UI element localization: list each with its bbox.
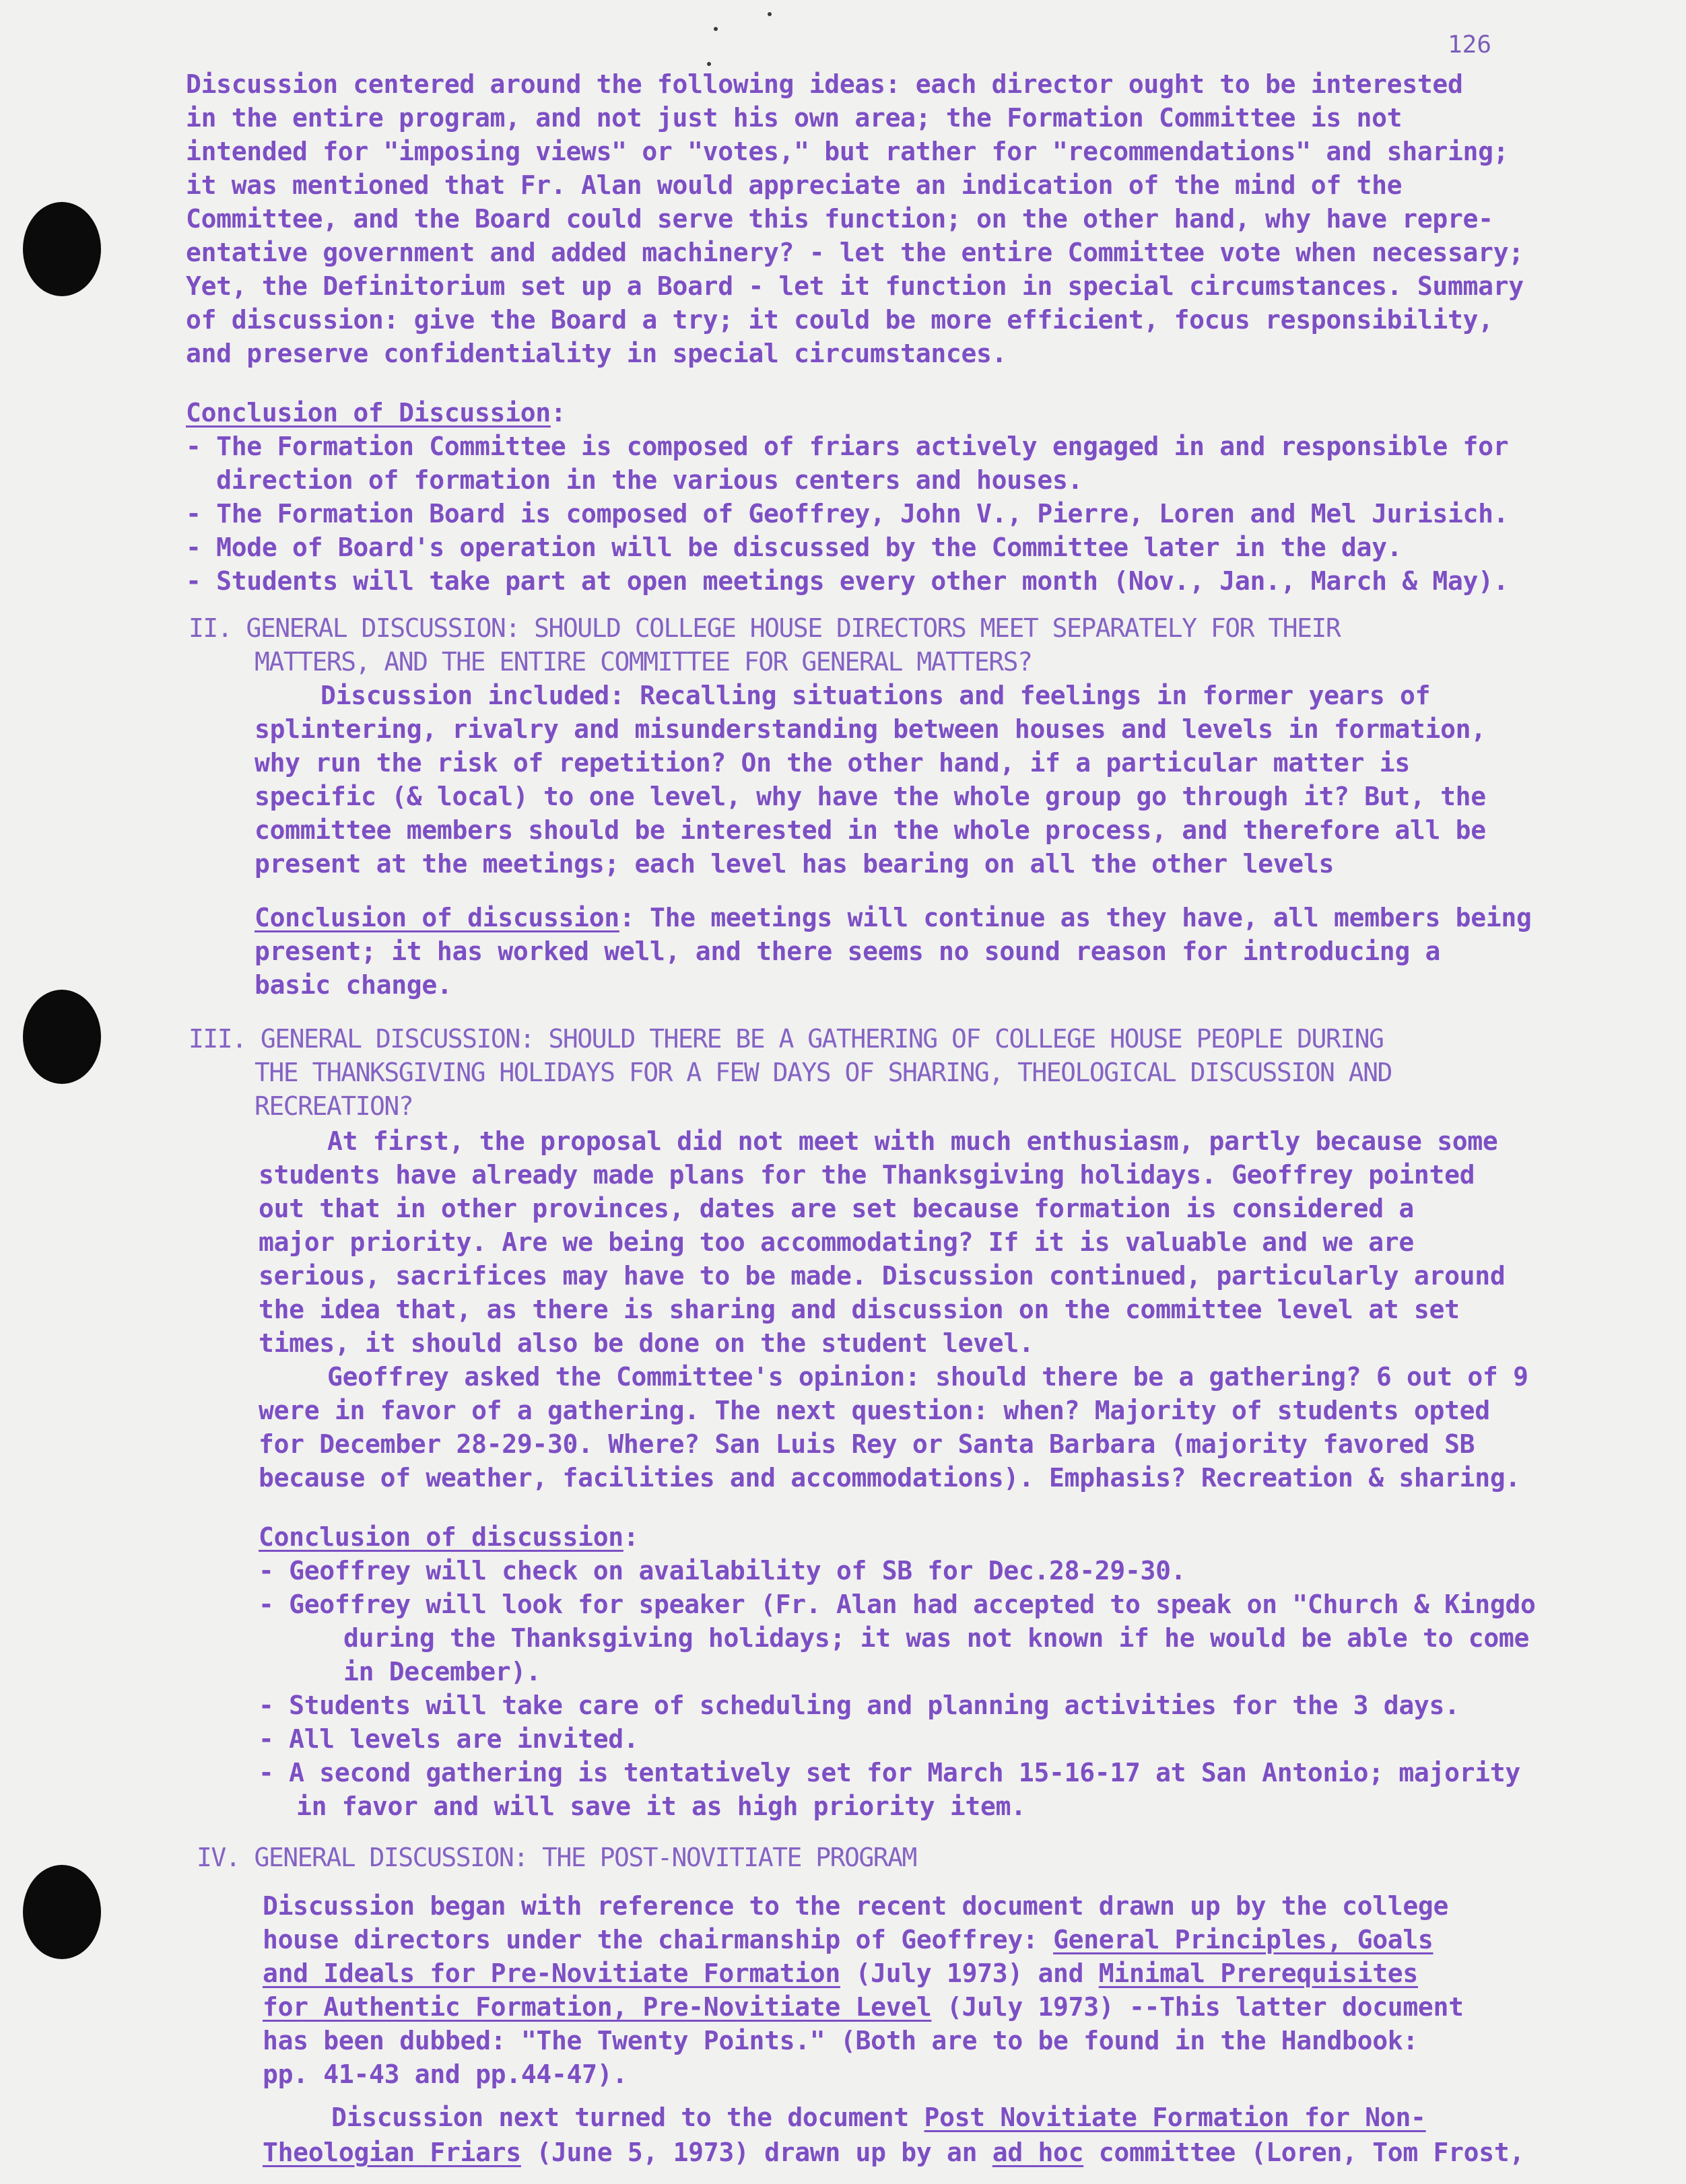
latin-term: ad hoc xyxy=(992,2138,1084,2167)
bullet-item: in favor and will save it as high priority item. xyxy=(296,1791,1026,1821)
document-title: and Ideals for Pre-Novitiate Formation xyxy=(263,1958,840,1988)
body-text: Discussion next turned to the document xyxy=(331,2103,924,2132)
body-line: committee members should be interested in the whole process, and therefore all be xyxy=(255,815,1486,845)
conclusion-heading xyxy=(186,398,566,428)
bullet-item: - Students will take care of scheduling and planning activities for the 3 days. xyxy=(259,1691,1460,1720)
section-heading: IV. GENERAL DISCUSSION: THE POST-NOVITIATE PROGRAM xyxy=(197,1843,916,1872)
body-line: At first, the proposal did not meet with much enthusiasm, partly because some xyxy=(327,1126,1498,1156)
conclusion-line xyxy=(255,905,1532,930)
body-line xyxy=(263,1927,1434,1952)
intro-line: Yet, the Definitorium set up a Board - let it function in special circumstances. Summary xyxy=(186,271,1524,301)
body-line: Discussion began with reference to the recent document drawn up by the college xyxy=(263,1891,1449,1921)
bullet-item: - Mode of Board's operation will be discussed by the Committee later in the day. xyxy=(186,533,1403,562)
intro-line: intended for "imposing views" or "votes," but rather for "recommendations" and sharing; xyxy=(186,137,1509,166)
body-line: were in favor of a gathering. The next question: when? Majority of students opted xyxy=(259,1396,1490,1425)
section-heading: MATTERS, AND THE ENTIRE COMMITTEE FOR GENERAL MATTERS? xyxy=(255,647,1032,677)
body-line: present at the meetings; each level has bearing on all the other levels xyxy=(255,849,1335,879)
intro-line: Discussion centered around the following ideas: each director ought to be interested xyxy=(186,69,1463,99)
body-line xyxy=(263,2140,1524,2165)
conclusion-colon: : xyxy=(623,1522,639,1552)
body-line: students have already made plans for the Thanksgiving holidays. Geoffrey pointed xyxy=(259,1160,1475,1190)
document-title: General Principles, Goals xyxy=(1053,1925,1434,1954)
body-text: committee (Loren, Tom Frost, xyxy=(1083,2138,1524,2167)
body-line: because of weather, facilities and accommodations). Emphasis? Recreation & sharing. xyxy=(259,1463,1520,1493)
document-title: Theologian Friars xyxy=(263,2138,521,2167)
bullet-item: - Geoffrey will look for speaker (Fr. Alan had accepted to speak on "Church & Kingdo xyxy=(259,1590,1536,1619)
conclusion-text: : The meetings will continue as they have, all members being xyxy=(619,903,1532,932)
page-number: 126 xyxy=(1448,31,1492,59)
body-line: Discussion included: Recalling situations and feelings in former years of xyxy=(321,681,1431,710)
document-title: Minimal Prerequisites xyxy=(1098,1958,1418,1988)
body-text: (July 1973) --This latter document xyxy=(931,1992,1464,2022)
document-title: Post Novitiate Formation for Non- xyxy=(924,2103,1426,2132)
intro-line: in the entire program, and not just his own area; the Formation Committee is not xyxy=(186,103,1403,133)
body-text: house directors under the chairmanship of Geoffrey: xyxy=(263,1925,1054,1954)
body-line: serious, sacrifices may have to be made. Discussion continued, particularly around xyxy=(259,1261,1506,1291)
body-line: for December 28-29-30. Where? San Luis Rey or Santa Barbara (majority favored SB xyxy=(259,1429,1475,1459)
body-line: has been dubbed: "The Twenty Points." (Both are to be found in the Handbook: xyxy=(263,2026,1418,2055)
conclusion-label: Conclusion of Discussion xyxy=(186,398,551,428)
conclusion-label: Conclusion of discussion xyxy=(255,903,619,932)
bullet-item: in December). xyxy=(343,1657,541,1686)
body-line: major priority. Are we being too accommodating? If it is valuable and we are xyxy=(259,1227,1414,1257)
body-line xyxy=(331,2105,1426,2130)
document-title: for Authentic Formation, Pre-Novitiate Level xyxy=(263,1992,932,2022)
bullet-item: - The Formation Committee is composed of friars actively engaged in and responsible for xyxy=(186,432,1509,461)
intro-line: it was mentioned that Fr. Alan would appreciate an indication of the mind of the xyxy=(186,170,1403,200)
intro-line: entative government and added machinery? - let the entire Committee vote when necessary; xyxy=(186,238,1524,267)
bullet-item: - Geoffrey will check on availability of SB for Dec.28-29-30. xyxy=(259,1556,1186,1585)
section-heading: RECREATION? xyxy=(255,1091,413,1121)
bullet-item: - A second gathering is tentatively set for March 15-16-17 at San Antonio; majority xyxy=(259,1758,1520,1787)
section-heading: II. GENERAL DISCUSSION: SHOULD COLLEGE HOUSE DIRECTORS MEET SEPARATELY FOR THEIR xyxy=(189,613,1341,643)
intro-line: Committee, and the Board could serve this function; on the other hand, why have repre- xyxy=(186,204,1493,234)
body-line: present; it has worked well, and there seems no sound reason for introducing a xyxy=(255,936,1441,966)
bullet-item: direction of formation in the various centers and houses. xyxy=(186,465,1083,495)
section-heading: THE THANKSGIVING HOLIDAYS FOR A FEW DAYS OF SHARING, THEOLOGICAL DISCUSSION AND xyxy=(255,1058,1392,1087)
body-line: splintering, rivalry and misunderstanding between houses and levels in formation, xyxy=(255,714,1486,744)
conclusion-heading xyxy=(259,1524,638,1550)
body-line: out that in other provinces, dates are set because formation is considered a xyxy=(259,1194,1414,1223)
body-line: why run the risk of repetition? On the other hand, if a particular matter is xyxy=(255,748,1410,778)
conclusion-colon: : xyxy=(550,398,566,428)
bullet-item: - The Formation Board is composed of Geoffrey, John V., Pierre, Loren and Mel Jurisich. xyxy=(186,499,1509,528)
bullet-item: - All levels are invited. xyxy=(259,1724,639,1754)
body-line: times, it should also be done on the student level. xyxy=(259,1328,1034,1358)
intro-line: and preserve confidentiality in special circumstances. xyxy=(186,339,1007,368)
section-heading: III. GENERAL DISCUSSION: SHOULD THERE BE A GATHERING OF COLLEGE HOUSE PEOPLE DURING xyxy=(189,1024,1384,1054)
body-line: basic change. xyxy=(255,970,452,1000)
body-line: specific (& local) to one level, why have the whole group go through it? But, the xyxy=(255,782,1486,811)
body-text: (July 1973) and xyxy=(840,1958,1099,1988)
conclusion-label: Conclusion of discussion xyxy=(259,1522,623,1552)
intro-line: of discussion: give the Board a try; it could be more efficient, focus responsibility, xyxy=(186,305,1493,335)
bullet-item: during the Thanksgiving holidays; it was not known if he would be able to come xyxy=(343,1623,1530,1653)
bullet-item: - Students will take part at open meetings every other month (Nov., Jan., March & May). xyxy=(186,566,1509,596)
body-text: (June 5, 1973) drawn up by an xyxy=(520,2138,992,2167)
body-line: the idea that, as there is sharing and discussion on the committee level at set xyxy=(259,1295,1460,1324)
body-line xyxy=(263,1960,1418,1986)
body-line xyxy=(263,1994,1464,2020)
body-line: pp. 41-43 and pp.44-47). xyxy=(263,2059,628,2089)
body-line: Geoffrey asked the Committee's opinion: should there be a gathering? 6 out of 9 xyxy=(327,1362,1528,1392)
